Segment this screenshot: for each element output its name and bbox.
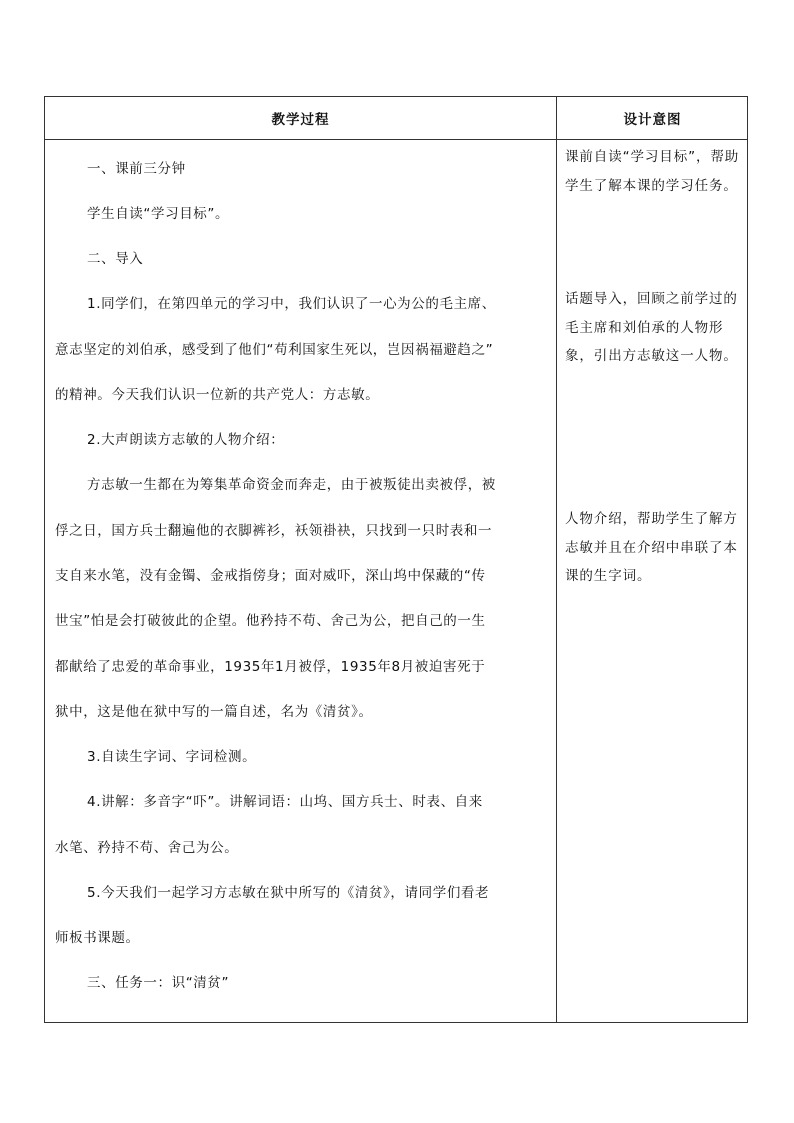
process-line: 1.同学们，在第四单元的学习中，我们认识了一心为公的毛主席、 (87, 296, 496, 312)
process-line: 都献给了忠爱的革命事业，1935年1月被俘，1935年8月被迫害死于 (55, 659, 486, 675)
process-line: 支自来水笔，没有金镯、金戒指傍身；面对威吓，深山坞中保藏的“传 (55, 568, 486, 584)
process-line: 方志敏一生都在为筹集革命资金而奔走，由于被叛徒出卖被俘，被 (87, 477, 496, 493)
process-line: 师板书课题。 (55, 930, 140, 946)
header-row-divider (45, 139, 747, 140)
process-line: 5.今天我们一起学习方志敏在狱中所写的《清贫》，请同学们看老 (87, 885, 490, 901)
process-line: 水笔、矜持不苟、舍己为公。 (55, 840, 239, 856)
process-line: 学生自读“学习目标”。 (87, 206, 230, 222)
process-line: 的精神。今天我们认识一位新的共产党人：方志敏。 (55, 387, 380, 403)
process-line: 4.讲解：多音字“吓”。讲解词语：山坞、国方兵士、时表、自来 (87, 794, 483, 810)
column-divider (556, 97, 557, 1022)
process-line: 三、任务一：识“清贫” (87, 975, 230, 991)
process-line: 俘之日，国方兵士翻遍他的衣脚裤衫，袄领褂袂，只找到一只时表和一 (55, 523, 493, 539)
process-line: 3.自读生字词、字词检测。 (87, 749, 257, 765)
lesson-plan-table (44, 96, 748, 1023)
header-design-intent: 设计意图 (623, 112, 682, 128)
header-teaching-process: 教学过程 (271, 112, 330, 128)
process-line: 一、课前三分钟 (87, 161, 186, 177)
process-line: 世宝”怕是会打破彼此的企望。他矜持不苟、舍己为公，把自己的一生 (55, 613, 486, 629)
intent-note: 课前自读“学习目标”，帮助学生了解本课的学习任务。 (565, 149, 740, 194)
intent-note: 话题导入，回顾之前学过的毛主席和刘伯承的人物形象，引出方志敏这一人物。 (565, 291, 738, 364)
process-line: 意志坚定的刘伯承，感受到了他们“苟利国家生死以，岂因祸福避趋之” (55, 342, 494, 358)
intent-note: 人物介绍，帮助学生了解方志敏并且在介绍中串联了本课的生字词。 (565, 511, 738, 584)
process-line: 2.大声朗读方志敏的人物介绍： (87, 432, 285, 448)
process-line: 狱中，这是他在狱中写的一篇自述，名为《清贫》。 (55, 704, 373, 720)
process-line: 二、导入 (87, 251, 144, 267)
